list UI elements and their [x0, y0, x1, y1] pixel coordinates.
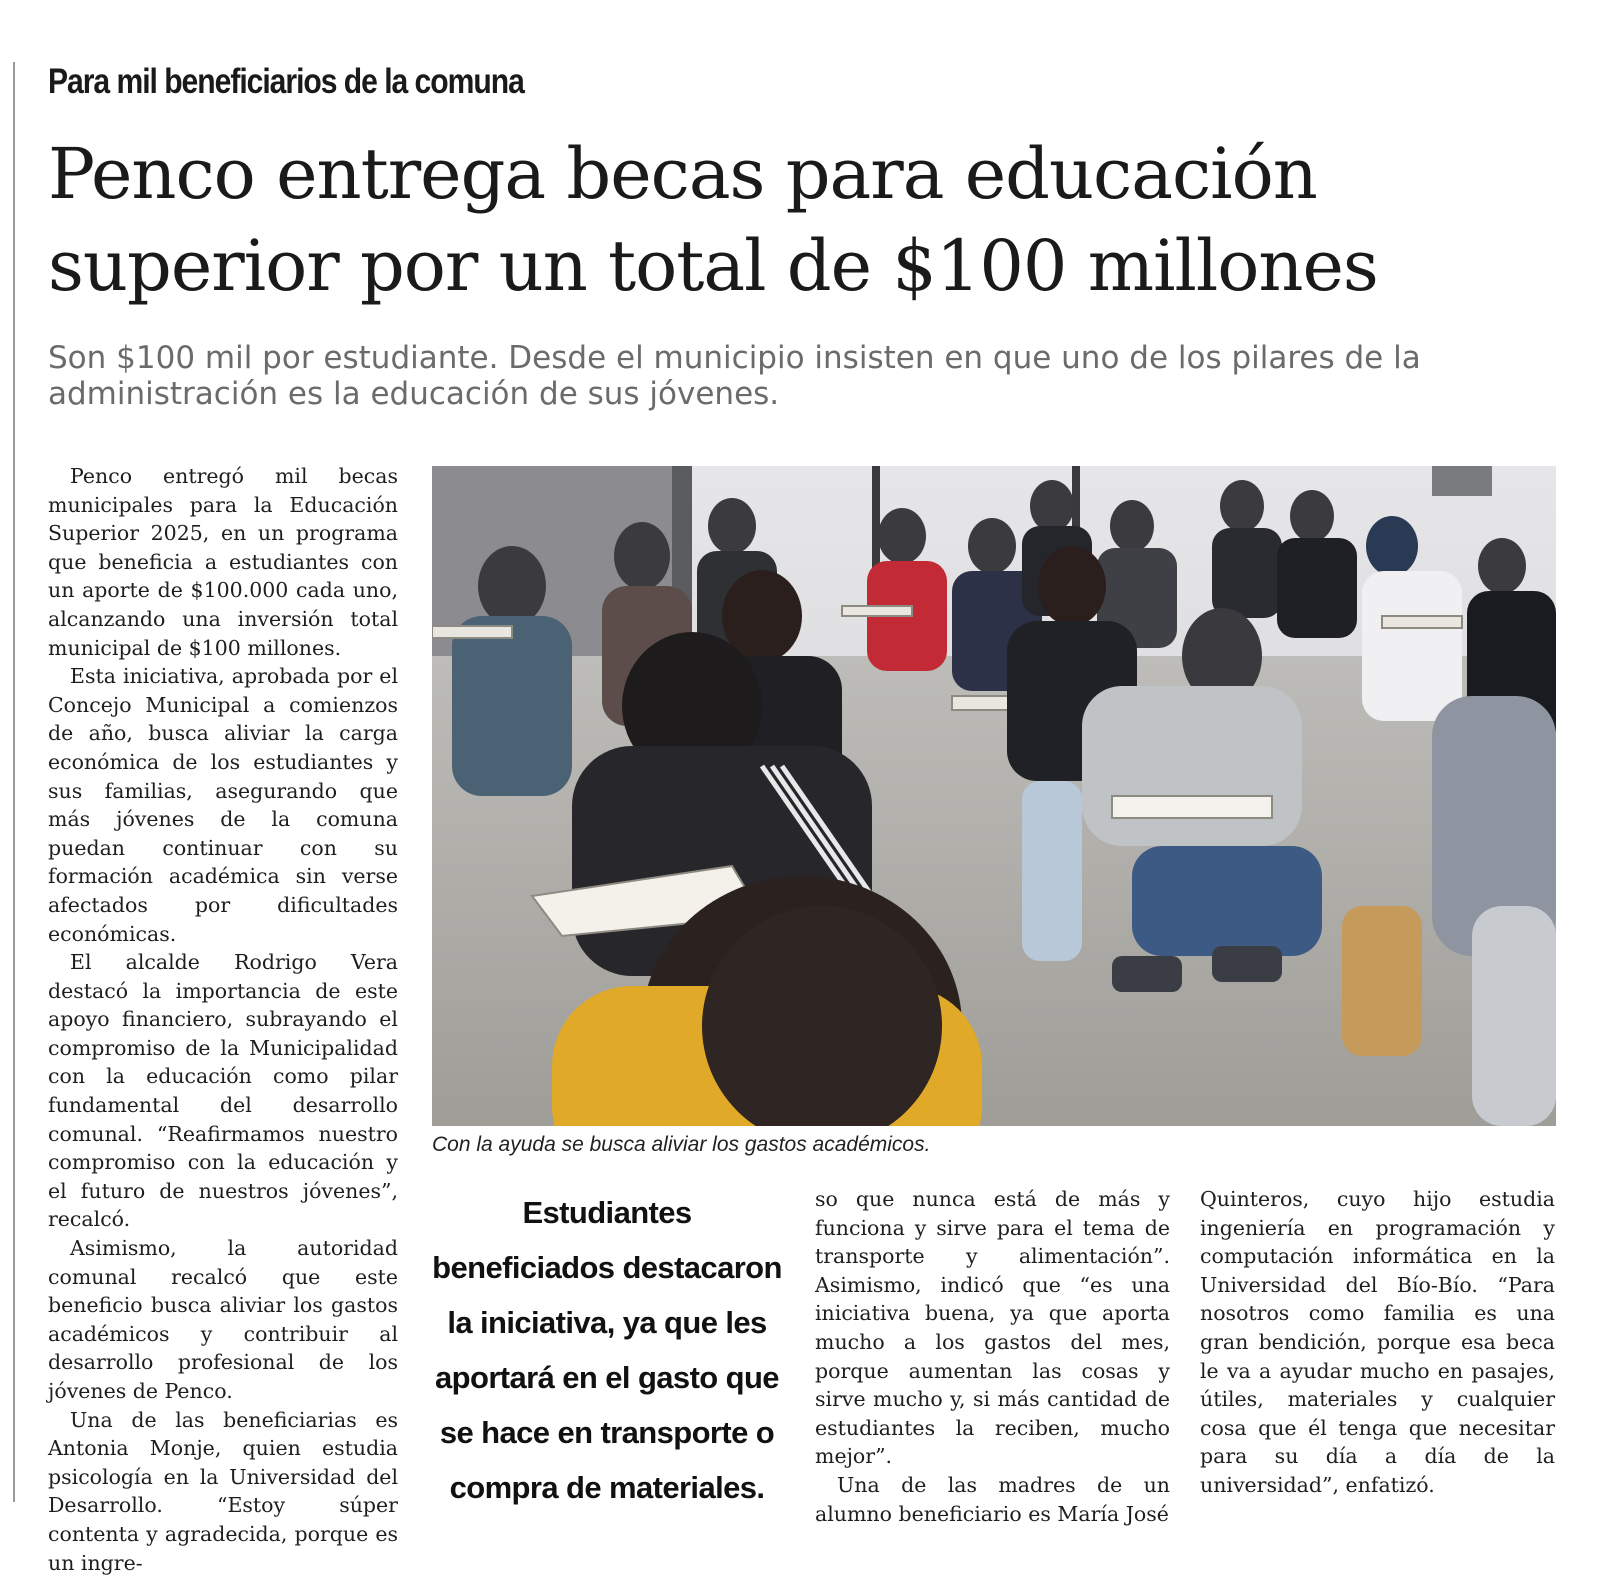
body-paragraph: Asimismo, la autoridad comunal recalcó que este beneficio busca aliviar los gastos académicos y contribuir al desarrollo profesional de los jóvenes de Penco. — [48, 1236, 398, 1403]
pull-quote: Estudiantes beneficiados destacaron la iniciativa, ya que les aportará en el gasto que se hace en transporte o compra de materiales. — [432, 1195, 782, 1505]
article-headline — [48, 128, 1578, 312]
classroom-photo-illustration — [432, 466, 1556, 1126]
photo-caption: Con la ayuda se busca aliviar los gastos académicos. — [432, 1133, 931, 1156]
body-column-1 — [48, 462, 398, 1577]
body-column-3 — [815, 1185, 1170, 1528]
article-kicker: Para mil beneficiarios de la comuna — [48, 62, 524, 101]
headline-line-1: Penco entrega becas para educación — [48, 133, 1317, 215]
body-paragraph: Una de las madres de un alumno beneficiario es María José — [815, 1472, 1170, 1526]
body-paragraph: Una de las beneficiarias es Antonia Monje, quien estudia psicología en la Universidad del Desarrollo. “Estoy súper contenta y agradecida, porque es un ingre- — [48, 1407, 398, 1575]
headline-line-2: superior por un total de $100 millones — [48, 225, 1378, 307]
body-column-4 — [1200, 1185, 1555, 1500]
left-column-rule — [13, 62, 15, 1502]
body-paragraph: Quinteros, cuyo hijo estudia ingeniería en programación y computación informática en la Universidad del Bío-Bío. “Para nosotros como familia es una gran bendición, porque esa beca le va a ayudar mucho en pasajes, útiles, materiales y cualquier cosa que él tenga que necesitar para su día a día de la universidad”, enfatizó. — [1200, 1187, 1555, 1497]
body-paragraph: so que nunca está de más y funciona y sirve para el tema de transporte y alimentación”. Asimismo, indicó que “es una iniciativa buena, ya que aporta mucho a los gastos del mes, porque aumentan las cosas y sirve mucho y, si más cantidad de estudiantes la reciben, mucho mejor”. — [815, 1187, 1170, 1469]
article-photo — [432, 466, 1556, 1126]
body-paragraph: Penco entregó mil becas municipales para la Educación Superior 2025, en un programa que beneficia a estudiantes con un aporte de $100.000 cada uno, alcanzando una inversión total municipal de $100 millones. — [48, 464, 398, 660]
body-paragraph: Esta iniciativa, aprobada por el Concejo Municipal a comienzos de año, busca aliviar la carga económica de los estudiantes y sus familias, asegurando que más jóvenes de la comuna puedan continuar con su formación académica sin verse afectados por dificultades económicas. — [48, 664, 398, 946]
article-deck: Son $100 mil por estudiante. Desde el municipio insisten en que uno de los pilares de la administración es la educación de sus jóvenes. — [48, 340, 1421, 412]
body-paragraph: El alcalde Rodrigo Vera destacó la importancia de este apoyo financiero, subrayando el compromiso de la Municipalidad con la educación como pilar fundamental del desarrollo comunal. “Reafirmamos nuestro compromiso con la educación y el futuro de nuestros jóvenes”, recalcó. — [48, 950, 398, 1232]
